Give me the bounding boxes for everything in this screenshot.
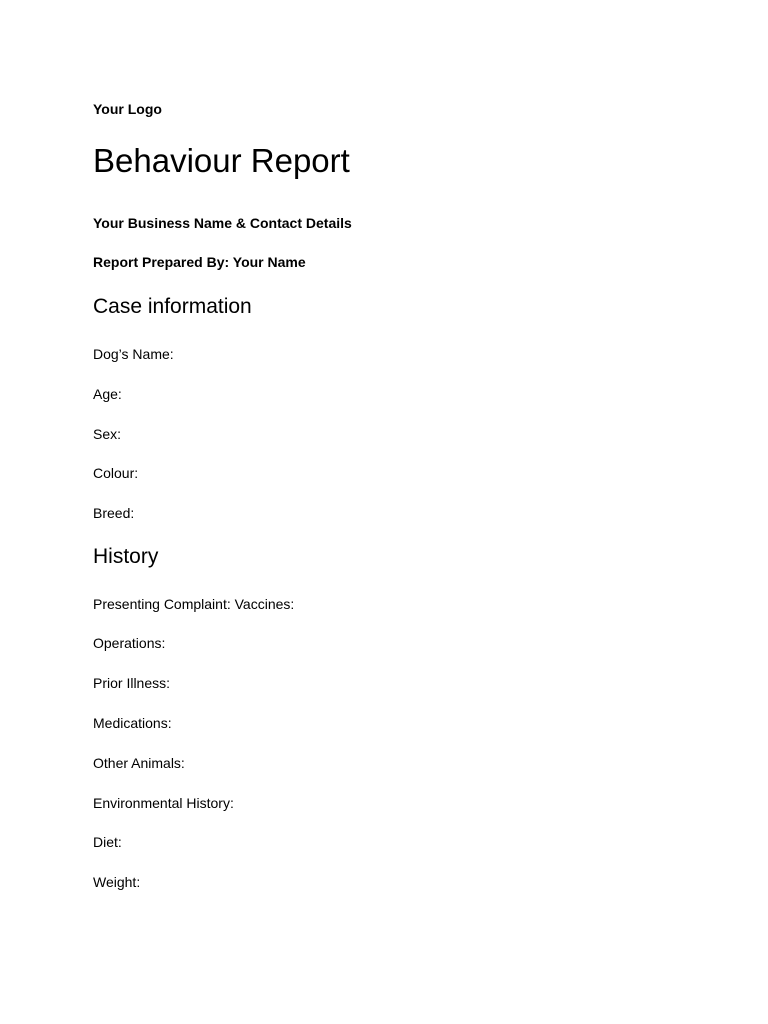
case-information-heading: Case information [93, 295, 252, 318]
field-diet: Diet: [93, 834, 122, 850]
field-colour: Colour: [93, 465, 139, 481]
field-sex: Sex: [93, 426, 122, 442]
field-age: Age: [93, 386, 122, 402]
history-heading: History [93, 545, 159, 568]
field-other-animals: Other Animals: [93, 755, 185, 771]
field-prior-illness: Prior Illness: [93, 675, 171, 691]
field-presenting-complaint: Presenting Complaint: Vaccines: [93, 596, 295, 612]
field-weight: Weight: [93, 874, 141, 890]
field-operations: Operations: [93, 635, 166, 651]
logo-placeholder: Your Logo [93, 101, 162, 117]
document-title: Behaviour Report [93, 142, 350, 179]
business-contact-line: Your Business Name & Contact Details [93, 215, 352, 231]
field-environmental-history: Environmental History: [93, 795, 234, 811]
field-medications: Medications: [93, 715, 172, 731]
field-breed: Breed: [93, 505, 135, 521]
field-dog-name: Dog’s Name: [93, 346, 174, 362]
prepared-by-line: Report Prepared By: Your Name [93, 254, 306, 270]
